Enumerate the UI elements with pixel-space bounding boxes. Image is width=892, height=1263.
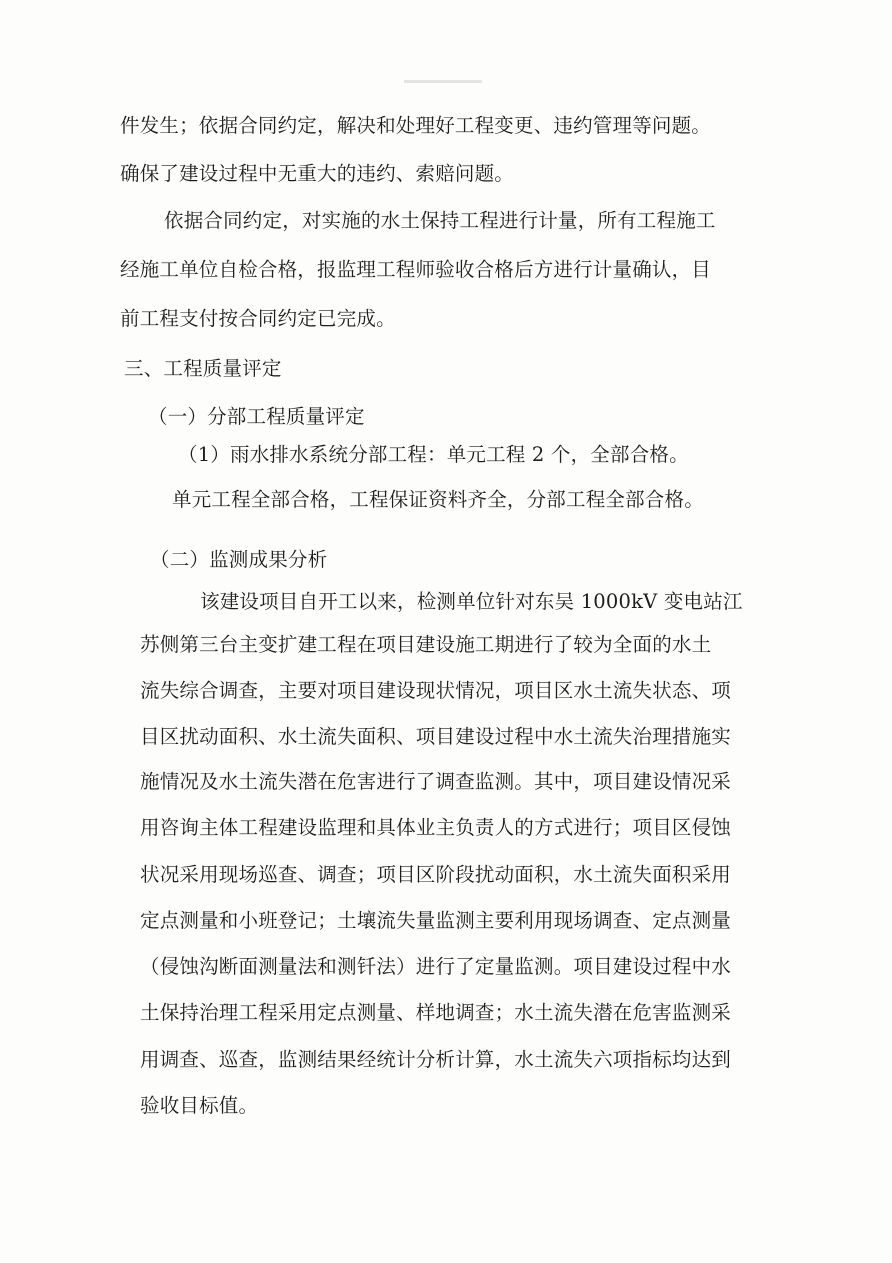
text-line: 该建设项目自开工以来，检测单位针对东吴 1000kV 变电站江 (200, 590, 743, 613)
text-line: 依据合同约定，对实施的水土保持工程进行计量，所有工程施工 (164, 209, 716, 232)
text-line: 用调查、巡查，监测结果经统计分析计算，水土流失六项指标均达到 (140, 1048, 732, 1071)
text-line: 件发生；依据合同约定，解决和处理好工程变更、违约管理等问题。 (120, 114, 712, 137)
subsection-heading: （二）监测成果分析 (150, 548, 328, 571)
subsection-heading: （一）分部工程质量评定 (148, 405, 365, 428)
text-line: 目区扰动面积、水土流失面积、项目建设过程中水土流失治理措施实 (140, 725, 732, 748)
text-line: 状况采用现场巡查、调查；项目区阶段扰动面积，水土流失面积采用 (140, 863, 732, 886)
text-line: 苏侧第三台主变扩建工程在项目建设施工期进行了较为全面的水土 (140, 633, 712, 656)
text-line: 定点测量和小班登记；土壤流失量监测主要利用现场调查、定点测量 (140, 909, 732, 932)
text-line: （1）雨水排水系统分部工程：单元工程 2 个，全部合格。 (178, 443, 689, 466)
text-line: 流失综合调查，主要对项目建设现状情况，项目区水土流失状态、项 (140, 679, 732, 702)
scan-artifact (404, 80, 482, 83)
section-heading: 三、工程质量评定 (124, 357, 282, 380)
text-line: 确保了建设过程中无重大的违约、索赔问题。 (120, 162, 515, 185)
text-line: 用咨询主体工程建设监理和具体业主负责人的方式进行；项目区侵蚀 (140, 816, 732, 839)
text-line: 经施工单位自检合格，报监理工程师验收合格后方进行计量确认，目 (120, 258, 712, 281)
text-line: 施情况及水土流失潜在危害进行了调查监测。其中，项目建设情况采 (140, 770, 732, 793)
text-line: 土保持治理工程采用定点测量、样地调查；水土流失潜在危害监测采 (140, 1001, 732, 1024)
text-line: 验收目标值。 (140, 1094, 259, 1117)
text-line: （侵蚀沟断面测量法和测钎法）进行了定量监测。项目建设过程中水 (140, 955, 732, 978)
text-line: 前工程支付按合同约定已完成。 (120, 307, 396, 330)
text-line: 单元工程全部合格，工程保证资料齐全，分部工程全部合格。 (172, 488, 704, 511)
